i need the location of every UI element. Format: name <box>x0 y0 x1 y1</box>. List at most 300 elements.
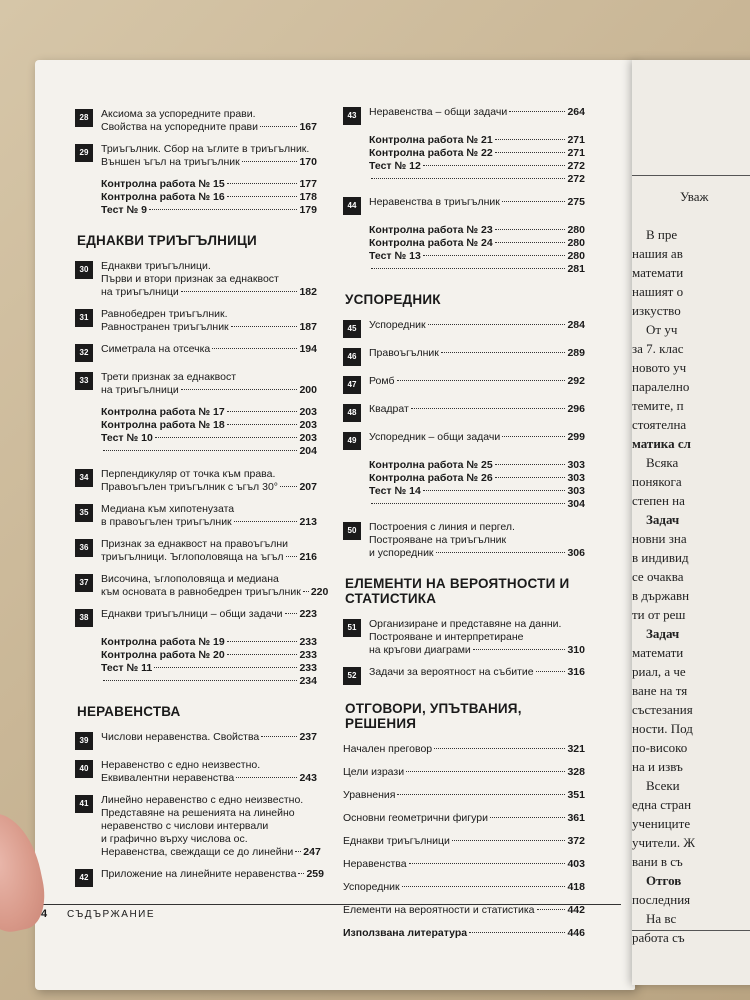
page-ref: 280 <box>567 237 585 249</box>
toc-entry-line: Построяване на триъгълник <box>369 534 507 546</box>
toc-entry-text <box>101 308 317 334</box>
toc-entry-text <box>369 431 585 444</box>
page-ref: 361 <box>567 812 585 824</box>
toc-entry-text <box>101 868 324 881</box>
dot-leader <box>181 389 298 390</box>
toc-line <box>343 789 585 802</box>
toc-entry <box>75 503 317 529</box>
page-ref: 223 <box>299 608 317 620</box>
page-ref: 182 <box>299 286 317 298</box>
lesson-number-badge: 48 <box>343 404 361 422</box>
toc-entry <box>343 618 585 657</box>
dot-leader <box>231 326 298 327</box>
dot-leader <box>423 490 566 491</box>
page-ref: 296 <box>567 403 585 415</box>
right-page-text-fragment: учители. Ж <box>632 835 696 850</box>
toc-line-text: Цели изрази <box>343 766 405 778</box>
toc-line <box>369 498 585 511</box>
toc-line <box>343 927 585 940</box>
toc-entry <box>75 343 317 362</box>
page-ref: 167 <box>299 121 317 133</box>
toc-right-column <box>343 106 585 950</box>
toc-entry-line: Равнобедрен триъгълник. <box>101 308 228 320</box>
toc-line-text: Контролна работа № 17 <box>101 406 225 418</box>
toc-line <box>101 586 328 599</box>
page-ref: 303 <box>567 472 585 484</box>
lesson-number-badge: 34 <box>75 469 93 487</box>
page-ref: 321 <box>567 743 585 755</box>
right-page-text-fragment: новото уч <box>632 360 687 375</box>
right-page-text-fragment: нашият о <box>632 284 684 299</box>
lesson-number-badge: 44 <box>343 197 361 215</box>
toc-line-text: Симетрала на отсечка <box>101 343 211 355</box>
dot-leader <box>441 352 566 353</box>
toc-entry-text <box>369 196 585 209</box>
toc-line <box>369 403 585 416</box>
right-page-text-fragment: новни зна <box>632 531 687 546</box>
page-ref: 284 <box>567 319 585 331</box>
right-page-text-fragment: стоятелна <box>632 417 687 432</box>
toc-entry-text <box>101 343 317 356</box>
footer-rule <box>35 904 621 905</box>
toc-line-text: Контролна работа № 19 <box>101 636 225 648</box>
page-ref: 233 <box>299 649 317 661</box>
right-page-text-fragment: В пре <box>646 227 678 242</box>
toc-line-text: Основни геометрични фигури <box>343 812 488 824</box>
dot-leader <box>227 196 298 197</box>
dot-leader <box>397 380 566 381</box>
dot-leader <box>502 436 565 437</box>
toc-line-text: на триъгълници <box>101 384 179 396</box>
toc-entry-line: Линейно неравенство с едно неизвестно. <box>101 794 304 806</box>
right-page-text-fragment: изкуство <box>632 303 681 318</box>
toc-line <box>369 160 585 173</box>
toc-line <box>369 431 585 444</box>
toc-line-text: Контролна работа № 22 <box>369 147 493 159</box>
toc-line-text: на кръгови диаграми <box>369 644 471 656</box>
toc-line <box>369 644 585 657</box>
toc-entry-line: Организиране и представяне на данни. <box>369 618 562 630</box>
page-ref: 280 <box>567 250 585 262</box>
right-page-text-fragment: в индивид <box>632 550 689 565</box>
lesson-number-badge: 36 <box>75 539 93 557</box>
page-ref: 306 <box>567 547 585 559</box>
right-page-text-fragment: понякога <box>632 474 682 489</box>
toc-entry-line: неравенство с числови интервали <box>101 820 269 832</box>
page-ref: 170 <box>299 156 317 168</box>
dot-leader <box>406 771 565 772</box>
toc-entry <box>75 731 317 750</box>
toc-line-text: Еднакви триъгълници – общи задачи <box>101 608 283 620</box>
lesson-number-badge: 35 <box>75 504 93 522</box>
toc-entry-text <box>101 573 328 599</box>
toc-line-text: Неравенства <box>343 858 407 870</box>
page-ref: 280 <box>567 224 585 236</box>
toc-line <box>101 662 317 675</box>
right-page-text-fragment: Отгов <box>646 873 682 888</box>
toc-entry-text <box>369 666 585 679</box>
test-list <box>369 459 585 511</box>
toc-entry <box>75 538 317 564</box>
right-page-text-fragment: риал, а че <box>632 664 686 679</box>
page-ref: 203 <box>299 432 317 444</box>
dot-leader <box>428 324 566 325</box>
toc-entry <box>343 106 585 125</box>
page-ref: 204 <box>299 445 317 457</box>
toc-entry <box>75 260 317 299</box>
toc-line-text: Числови неравенства. Свойства <box>101 731 260 743</box>
dot-leader <box>227 424 298 425</box>
dot-leader <box>495 229 566 230</box>
dot-leader <box>371 503 565 504</box>
toc-line-text: Успоредник <box>369 319 426 331</box>
toc-line <box>343 881 585 894</box>
lesson-number-badge: 38 <box>75 609 93 627</box>
lesson-number-badge: 41 <box>75 795 93 813</box>
right-page-text-fragment: Всеки <box>646 778 680 793</box>
toc-line <box>101 204 317 217</box>
right-page-text-fragment: темите, п <box>632 398 684 413</box>
toc-line-text: Неравенства – общи задачи <box>369 106 508 118</box>
toc-entry-line: Еднакви триъгълници. <box>101 260 211 272</box>
toc-entry-text <box>101 503 317 529</box>
toc-entry-line: Трети признак за еднаквост <box>101 371 236 383</box>
page-ref: 234 <box>299 675 317 687</box>
toc-line-text: Тест № 12 <box>369 160 421 172</box>
toc-entry-text <box>101 108 317 134</box>
dot-leader <box>434 748 565 749</box>
right-page-text-fragment: степен на <box>632 493 685 508</box>
toc-line <box>101 608 317 621</box>
toc-line-text: Контролна работа № 23 <box>369 224 493 236</box>
page-ref: 216 <box>299 551 317 563</box>
page-ref: 328 <box>567 766 585 778</box>
page-ref: 442 <box>567 904 585 916</box>
section-heading: НЕРАВЕНСТВА <box>77 704 181 719</box>
toc-line-text: Контролна работа № 18 <box>101 419 225 431</box>
toc-entry-text <box>369 106 585 119</box>
toc-entry <box>75 759 317 785</box>
dot-leader <box>495 477 566 478</box>
toc-line-text: Начален преговор <box>343 743 433 755</box>
toc-line <box>369 459 585 472</box>
right-page-text-fragment: нашия ав <box>632 246 683 261</box>
dot-leader <box>295 851 301 852</box>
toc-line-text: Еквивалентни неравенства <box>101 772 235 784</box>
toc-line <box>101 343 317 356</box>
toc-line <box>101 516 317 529</box>
page-ref: 203 <box>299 419 317 431</box>
dot-leader <box>154 667 297 668</box>
toc-line <box>369 485 585 498</box>
toc-line <box>369 472 585 485</box>
toc-entry <box>75 608 317 627</box>
test-list <box>369 224 585 276</box>
toc-line <box>369 173 585 186</box>
page-ref: 303 <box>567 485 585 497</box>
toc-line-text: Еднакви триъгълници <box>343 835 450 847</box>
dot-leader <box>495 242 566 243</box>
toc-line <box>101 121 317 134</box>
dot-leader <box>409 863 566 864</box>
toc-entry-line: Височина, ъглополовяща и медиана <box>101 573 279 585</box>
toc-line <box>101 419 317 432</box>
toc-line <box>101 868 324 881</box>
toc-entry <box>343 403 585 422</box>
toc-line <box>101 675 317 688</box>
toc-line <box>101 481 317 494</box>
toc-line <box>369 375 585 388</box>
page-ref: 178 <box>299 191 317 203</box>
right-page-text-fragment: От уч <box>646 322 678 337</box>
toc-entry <box>75 868 324 887</box>
page-ref: 187 <box>299 321 317 333</box>
page-ref: 316 <box>567 666 585 678</box>
toc-line <box>101 406 317 419</box>
dot-leader <box>423 165 566 166</box>
dot-leader <box>242 161 298 162</box>
right-page-text-fragment: Всяка <box>646 455 679 470</box>
toc-line <box>343 858 585 871</box>
lesson-number-badge: 28 <box>75 109 93 127</box>
page-ref: 243 <box>299 772 317 784</box>
toc-entry-text <box>369 403 585 416</box>
page-ref: 271 <box>567 134 585 146</box>
lesson-number-badge: 29 <box>75 144 93 162</box>
toc-line <box>343 812 585 825</box>
right-page-text-fragment: матика сл <box>632 436 691 451</box>
toc-entry-line: Триъгълник. Сбор на ъглите в триъгълник. <box>101 143 310 155</box>
toc-entry-text <box>101 608 317 621</box>
toc-entry-text <box>101 794 321 859</box>
dot-leader <box>495 152 566 153</box>
toc-line <box>369 237 585 250</box>
toc-line-text: Правоъгълник <box>369 347 439 359</box>
running-footer-title: СЪДЪРЖАНИЕ <box>67 909 156 920</box>
lesson-number-badge: 45 <box>343 320 361 338</box>
dot-leader <box>227 641 298 642</box>
page-ref: 272 <box>567 160 585 172</box>
page-ref: 275 <box>567 196 585 208</box>
dot-leader <box>495 139 566 140</box>
toc-line <box>369 347 585 360</box>
page-ref: 281 <box>567 263 585 275</box>
page-ref: 237 <box>299 731 317 743</box>
toc-entry <box>75 468 317 494</box>
toc-line-text: Приложение на линейните неравенства <box>101 868 297 880</box>
dot-leader <box>452 840 566 841</box>
lesson-number-badge: 33 <box>75 372 93 390</box>
test-list <box>369 134 585 186</box>
toc-line-text: триъгълници. Ъглополовяща на ъгъл <box>101 551 284 563</box>
right-page-text-fragment: математи <box>632 265 684 280</box>
right-page-text-fragment: една стран <box>632 797 692 812</box>
toc-entry <box>75 573 329 599</box>
page-ref: 177 <box>299 178 317 190</box>
right-page-text-fragment: учениците <box>632 816 691 831</box>
toc-entry-line: Неравенство с едно неизвестно. <box>101 759 261 771</box>
right-page-text-fragment: се очаква <box>632 569 684 584</box>
toc-line-text: Тест № 13 <box>369 250 421 262</box>
toc-entry-text <box>369 319 585 332</box>
toc-line <box>101 156 317 169</box>
toc-line <box>101 649 317 662</box>
toc-line <box>101 846 321 859</box>
right-page-text-fragment: Уваж <box>680 189 709 204</box>
dot-leader <box>261 736 297 737</box>
toc-line <box>369 319 585 332</box>
dot-leader <box>509 111 565 112</box>
dot-leader <box>436 552 566 553</box>
toc-line-text: Тест № 11 <box>101 662 153 674</box>
toc-line-text: Неравенства в триъгълник <box>369 196 500 208</box>
right-page-text-fragment: ности. Под <box>632 721 693 736</box>
page-ref: 272 <box>567 173 585 185</box>
toc-line-text: Контролна работа № 15 <box>101 178 225 190</box>
toc-line <box>101 321 317 334</box>
section-heading: ЕЛЕМЕНТИ НА ВЕРОЯТНОСТИ И СТАТИСТИКА <box>345 576 570 606</box>
dot-leader <box>495 464 566 465</box>
toc-entry-line: Медиана към хипотенузата <box>101 503 235 515</box>
toc-entry <box>75 308 317 334</box>
dot-leader <box>490 817 566 818</box>
toc-entry-text <box>369 347 585 360</box>
dot-leader <box>103 680 297 681</box>
toc-line <box>369 106 585 119</box>
toc-entry-text <box>101 468 317 494</box>
toc-line <box>101 384 317 397</box>
page-ref: 289 <box>567 347 585 359</box>
toc-line <box>369 224 585 237</box>
dot-leader <box>402 886 566 887</box>
right-page-text-fragment: ване на тя <box>632 683 688 698</box>
page-ref: 418 <box>567 881 585 893</box>
right-page-text-fragment: работа съ <box>632 930 685 945</box>
lesson-number-badge: 51 <box>343 619 361 637</box>
dot-leader <box>473 649 566 650</box>
toc-entry <box>343 375 585 394</box>
right-page-text-fragment: вани в съ <box>632 854 683 869</box>
toc-entry-text <box>369 375 585 388</box>
right-page-text-fragment: последния <box>632 892 691 907</box>
toc-line <box>369 666 585 679</box>
dot-leader <box>423 255 566 256</box>
dot-leader <box>502 201 566 202</box>
toc-entry-text <box>101 731 317 744</box>
lesson-number-badge: 31 <box>75 309 93 327</box>
dot-leader <box>155 437 298 438</box>
page-ref: 271 <box>567 147 585 159</box>
toc-entry-line: Представяне на решенията на линейно <box>101 807 295 819</box>
dot-leader <box>285 613 298 614</box>
toc-line-text: към основата в равнобедрен триъгълник <box>101 586 301 598</box>
dot-leader <box>303 591 309 592</box>
toc-entry <box>75 794 321 859</box>
toc-line-text: Контролна работа № 20 <box>101 649 225 661</box>
page-ref: 446 <box>567 927 585 939</box>
lesson-number-badge: 40 <box>75 760 93 778</box>
right-page-text-fragment: ти от реш <box>632 607 686 622</box>
lesson-number-badge: 43 <box>343 107 361 125</box>
lesson-number-badge: 50 <box>343 522 361 540</box>
page-ref: 207 <box>299 481 317 493</box>
toc-line <box>101 191 317 204</box>
toc-line-text: Успоредник – общи задачи <box>369 431 501 443</box>
right-page-text-fragment: на и извъ <box>632 759 683 774</box>
toc-entry-text <box>101 538 317 564</box>
right-page-text-fragment: Задач <box>646 626 680 641</box>
test-list <box>101 406 317 458</box>
right-page-text-fragment: На вс <box>646 911 677 926</box>
dot-leader <box>103 450 297 451</box>
toc-line-text: Задачи за вероятност на събитие <box>369 666 534 678</box>
dot-leader <box>397 794 565 795</box>
toc-line <box>101 286 317 299</box>
toc-entry-line: Построяване и интерпретиране <box>369 631 524 643</box>
section-heading: ЕДНАКВИ ТРИЪГЪЛНИЦИ <box>77 233 257 248</box>
book-left-page <box>35 60 635 990</box>
toc-line <box>101 178 317 191</box>
toc-entry <box>343 196 585 215</box>
lesson-number-badge: 30 <box>75 261 93 279</box>
toc-line-text: Ромб <box>369 375 395 387</box>
page-ref: 213 <box>299 516 317 528</box>
right-page-text-fragment: състезания <box>632 702 693 717</box>
page-ref: 351 <box>567 789 585 801</box>
toc-line <box>369 250 585 263</box>
toc-line-text: Квадрат <box>369 403 409 415</box>
page-ref: 247 <box>303 846 321 858</box>
toc-line-text: и успоредник <box>369 547 434 559</box>
toc-line-text: Неравенства, свеждащи се до линейни <box>101 846 294 858</box>
dot-leader <box>371 268 565 269</box>
toc-line <box>101 432 317 445</box>
toc-left-column <box>75 108 329 896</box>
toc-line <box>101 636 317 649</box>
toc-entry <box>343 431 585 450</box>
toc-entry <box>75 371 317 397</box>
toc-line-text: Равностранен триъгълник <box>101 321 229 333</box>
toc-entry-text <box>101 759 317 785</box>
page-ref: 310 <box>567 644 585 656</box>
toc-line <box>369 196 585 209</box>
toc-entry-text <box>101 371 317 397</box>
toc-line-text: Контролна работа № 16 <box>101 191 225 203</box>
lesson-number-badge: 49 <box>343 432 361 450</box>
page-ref: 194 <box>299 343 317 355</box>
toc-entry-text <box>369 618 585 657</box>
toc-entry <box>343 347 585 366</box>
toc-line-text: Правоъгълен триъгълник с ъгъл 30° <box>101 481 278 493</box>
lesson-number-badge: 52 <box>343 667 361 685</box>
dot-leader <box>537 909 566 910</box>
dot-leader <box>536 671 566 672</box>
toc-line <box>343 766 585 779</box>
toc-line <box>101 772 317 785</box>
dot-leader <box>234 521 298 522</box>
page-ref: 179 <box>299 204 317 216</box>
toc-line <box>369 147 585 160</box>
toc-entry <box>343 319 585 338</box>
toc-entry-text <box>101 260 317 299</box>
lesson-number-badge: 37 <box>75 574 93 592</box>
right-page-text-fragment: математи <box>632 645 684 660</box>
dot-leader <box>236 777 297 778</box>
page-ref: 299 <box>567 431 585 443</box>
dot-leader <box>411 408 566 409</box>
right-page-text-fragment: паралелно <box>632 379 690 394</box>
toc-line-text: на триъгълници <box>101 286 179 298</box>
